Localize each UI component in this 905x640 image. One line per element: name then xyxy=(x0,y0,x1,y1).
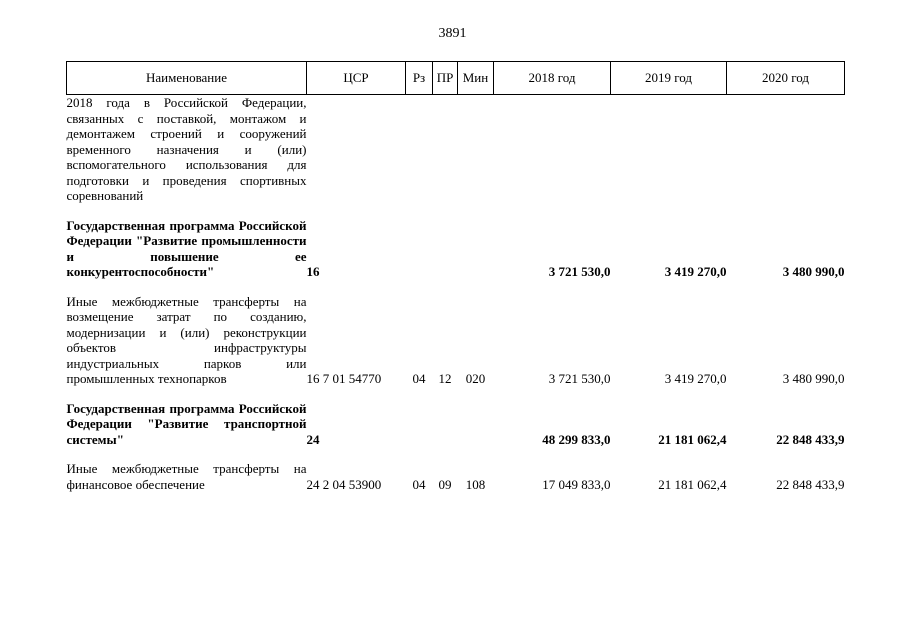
header-name: Наименование xyxy=(67,62,307,95)
header-2019: 2019 год xyxy=(611,62,727,95)
table-row xyxy=(67,461,845,492)
budget-table xyxy=(66,61,845,492)
row-rz xyxy=(406,401,433,448)
page-number: 3891 xyxy=(438,26,467,41)
row-2019: 21 181 062,4 xyxy=(658,476,727,492)
row-2018: 17 049 833,0 xyxy=(542,476,611,492)
row-csr: 24 2 04 53900 xyxy=(306,476,382,492)
row-2019: 21 181 062,4 xyxy=(658,431,727,447)
row-rz: 04 xyxy=(412,371,426,386)
row-2018 xyxy=(494,95,611,204)
row-min xyxy=(458,401,494,448)
row-name: Государственная программа Российской Федерации "Развитие промышленности и повышение ее конкурентоспособности" xyxy=(66,217,307,279)
row-2020: 3 480 990,0 xyxy=(782,264,845,279)
row-pr: 09 xyxy=(438,476,452,492)
row-rz xyxy=(406,218,433,280)
row-2020 xyxy=(727,95,845,204)
row-2018: 3 721 530,0 xyxy=(548,264,611,279)
table-row xyxy=(67,95,845,204)
header-pr: ПР xyxy=(433,62,458,95)
row-min: 108 xyxy=(465,476,486,492)
row-rz: 04 xyxy=(412,476,426,492)
row-rz xyxy=(406,95,433,204)
row-2018: 48 299 833,0 xyxy=(542,431,611,447)
row-name: Государственная программа Российской Федерации "Развитие транспортной системы" xyxy=(66,400,307,447)
row-2020: 22 848 433,9 xyxy=(776,431,845,447)
table-row xyxy=(67,218,845,280)
row-spacer xyxy=(67,204,845,218)
row-pr: 12 xyxy=(438,371,452,386)
table-row xyxy=(67,294,845,387)
table-header-row xyxy=(67,62,845,95)
row-pr xyxy=(433,218,458,280)
row-name: 2018 года в Российской Федерации, связанных с поставкой, монтажом и демонтажем строений и сооружений временного назначения и (или) вспомогательного использования для подготовки и проведения спортивных соревнований xyxy=(66,95,307,203)
row-name: Иные межбюджетные трансферты на возмещение затрат по созданию, модернизации и (или) реконструкции объектов инфраструктуры индустриальных парков или промышленных технопарков xyxy=(66,293,307,386)
header-min: Мин xyxy=(458,62,494,95)
row-pr xyxy=(433,401,458,448)
row-2019: 3 419 270,0 xyxy=(664,371,727,386)
header-rz: Рз xyxy=(406,62,433,95)
row-pr xyxy=(433,95,458,204)
row-2020: 22 848 433,9 xyxy=(776,476,845,492)
row-2020: 3 480 990,0 xyxy=(782,371,845,386)
row-csr: 16 7 01 54770 xyxy=(306,371,382,386)
row-spacer xyxy=(67,387,845,401)
row-csr: 16 xyxy=(306,264,320,279)
header-2018: 2018 год xyxy=(494,62,611,95)
table-row xyxy=(67,401,845,448)
row-2018: 3 721 530,0 xyxy=(548,371,611,386)
header-2020: 2020 год xyxy=(727,62,845,95)
header-csr: ЦСР xyxy=(307,62,406,95)
row-min xyxy=(458,95,494,204)
row-csr: 24 xyxy=(306,431,320,447)
row-spacer xyxy=(67,447,845,461)
row-spacer xyxy=(67,280,845,294)
row-2019 xyxy=(611,95,727,204)
row-2019: 3 419 270,0 xyxy=(664,264,727,279)
row-min xyxy=(458,218,494,280)
row-name: Иные межбюджетные трансферты на финансовое обеспечение xyxy=(66,461,307,492)
row-min: 020 xyxy=(465,371,486,386)
row-csr xyxy=(307,95,406,204)
